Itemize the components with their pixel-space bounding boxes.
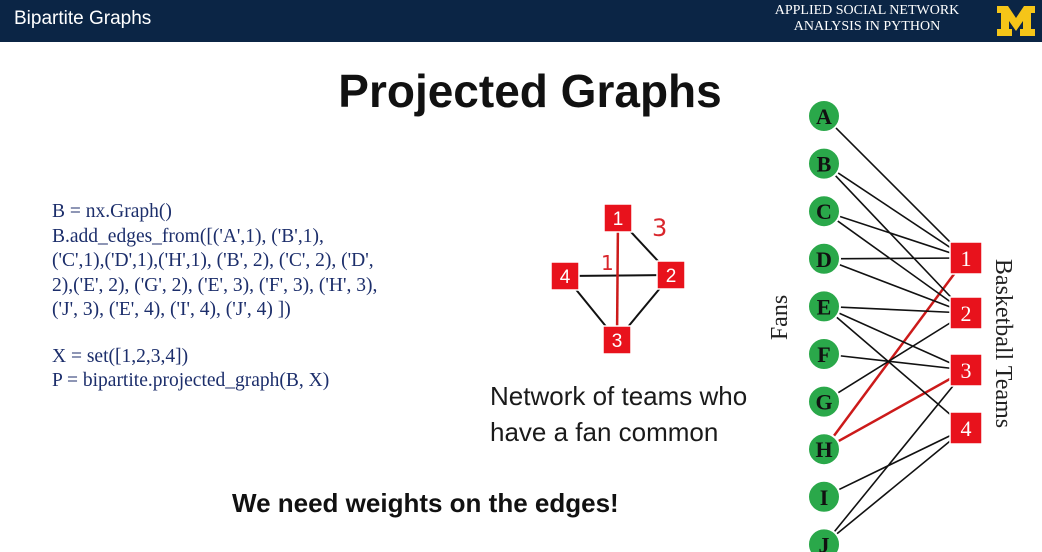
- projected-node-2: [657, 261, 685, 289]
- svg-text:A: A: [816, 104, 832, 129]
- projected-node-4: [551, 262, 579, 290]
- projected-node-3: [603, 326, 631, 354]
- weight-annotation-3: 3: [652, 214, 668, 242]
- fan-node-F: [808, 338, 840, 370]
- fan-node-H: [808, 433, 840, 465]
- course-title-line1: APPLIED SOCIAL NETWORK: [774, 3, 960, 18]
- svg-text:4: 4: [559, 267, 571, 288]
- teams-axis-label: Basketball Teams: [990, 258, 1017, 429]
- bipartite-edge-C-2: [824, 211, 966, 313]
- svg-text:G: G: [815, 389, 833, 415]
- projected-node-1: [604, 204, 632, 232]
- fan-node-B: [808, 148, 840, 180]
- caption: [490, 378, 747, 450]
- code-line: X = set([1,2,3,4]): [52, 345, 189, 367]
- projected-edge-1-3-highlight: [617, 218, 618, 340]
- code-line: 2),('E', 2), ('G', 2), ('E', 3), ('F', 3), ('H', 3),: [52, 274, 378, 296]
- weight-annotation-1: 1: [601, 251, 614, 275]
- fan-node-J: [808, 528, 840, 552]
- bipartite-graph: [808, 100, 982, 552]
- bipartite-edge-C-1: [824, 211, 966, 258]
- course-title-line2: ANALYSIS IN PYTHON: [793, 19, 941, 34]
- projected-graph: [551, 204, 685, 354]
- svg-text:E: E: [816, 294, 832, 320]
- svg-text:D: D: [816, 246, 832, 272]
- bipartite-edge-D-1: [824, 258, 966, 259]
- svg-text:1: 1: [960, 246, 972, 271]
- code-line: B = nx.Graph(): [52, 201, 172, 222]
- svg-text:H: H: [815, 437, 833, 463]
- bipartite-edge-E-2: [824, 306, 966, 313]
- svg-text:3: 3: [611, 331, 623, 352]
- slide-headline: Projected Graphs: [338, 65, 722, 117]
- fan-node-C: [808, 195, 840, 227]
- fan-node-E: [808, 290, 840, 322]
- code-line: B.add_edges_from([('A',1), ('B',1),: [52, 225, 324, 247]
- team-node-1: [950, 242, 982, 274]
- code-line: P = bipartite.projected_graph(B, X): [52, 370, 330, 391]
- bipartite-edge-B-1: [824, 164, 966, 258]
- svg-text:1: 1: [612, 209, 624, 230]
- bottom-note: We need weights on the edges!: [232, 488, 619, 518]
- svg-text:3: 3: [960, 358, 972, 383]
- team-node-2: [950, 297, 982, 329]
- svg-text:B: B: [816, 151, 832, 177]
- bipartite-edge-G-2: [824, 313, 966, 402]
- caption-line2: have a fan common: [490, 417, 719, 447]
- bipartite-edge-J-3: [824, 370, 966, 544]
- bipartite-edge-E-3: [824, 306, 966, 370]
- team-node-4: [950, 412, 982, 444]
- svg-text:2: 2: [665, 266, 677, 287]
- team-node-3: [950, 354, 982, 386]
- svg-text:J: J: [818, 532, 830, 552]
- svg-text:C: C: [816, 199, 832, 225]
- fan-node-I: [808, 481, 840, 513]
- svg-text:F: F: [817, 342, 831, 367]
- fans-axis-label: Fans: [767, 294, 794, 341]
- fan-node-A: [808, 100, 840, 132]
- caption-line1: Network of teams who: [490, 381, 748, 411]
- code-line: ('C',1),('D',1),('H',1), ('B', 2), ('C', 2), ('D',: [52, 250, 374, 271]
- slide-title: Bipartite Graphs: [14, 8, 152, 29]
- svg-text:4: 4: [960, 416, 972, 441]
- fan-node-G: [808, 386, 840, 418]
- fan-node-D: [808, 243, 840, 275]
- code-line: ('J', 3), ('E', 4), ('I', 4), ('J', 4) ]): [52, 299, 291, 320]
- svg-text:I: I: [819, 484, 829, 510]
- svg-text:2: 2: [960, 301, 972, 326]
